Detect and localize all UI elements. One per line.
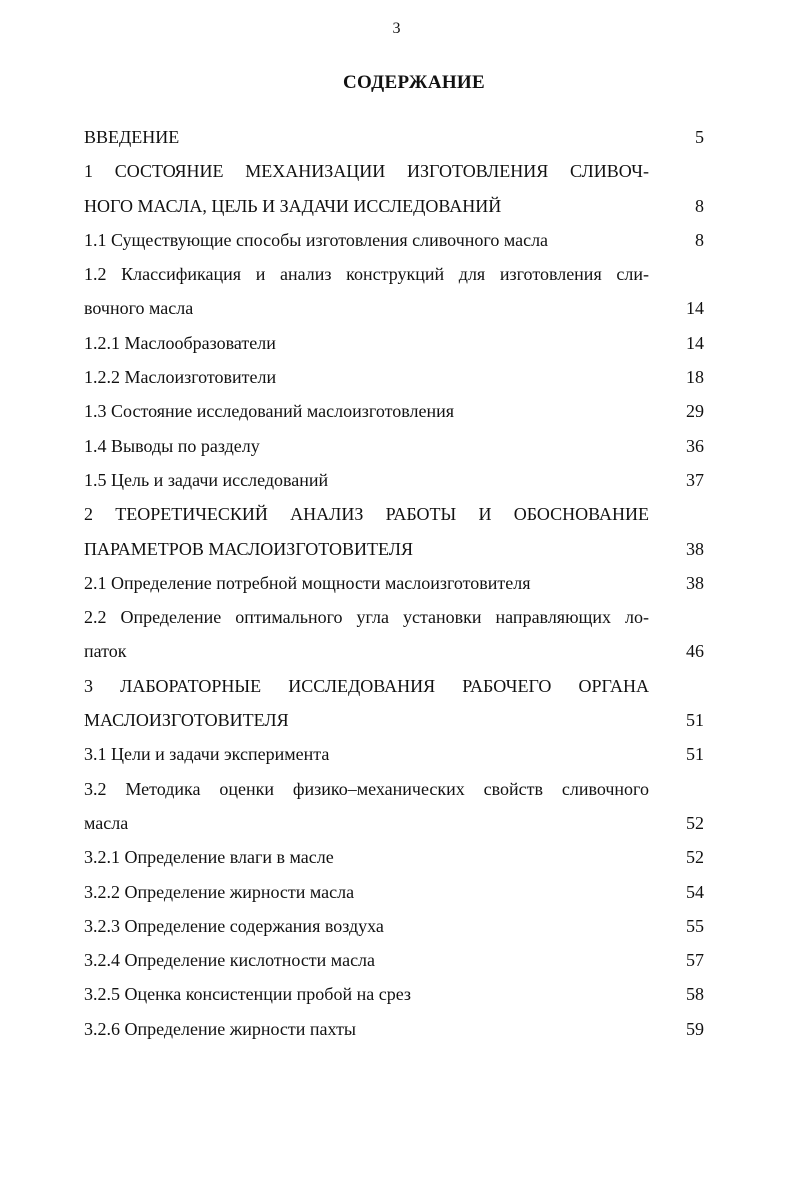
toc-entry — [84, 875, 704, 909]
toc-entry — [84, 154, 704, 188]
toc-entry — [84, 943, 704, 977]
toc-entry-page: 5 — [695, 127, 704, 147]
toc-entry — [84, 120, 704, 154]
toc-entry-text: 2 ТЕОРЕТИЧЕСКИЙ АНАЛИЗ РАБОТЫ И ОБОСНОВАНИЕ — [84, 504, 649, 525]
toc-entry — [84, 634, 704, 668]
toc-entry-text: 1.2.1 Маслообразователи — [84, 332, 276, 353]
toc-entry-text: 1.5 Цель и задачи исследований — [84, 469, 329, 490]
toc-entry — [84, 291, 704, 325]
toc-entry-text: 3.1 Цели и задачи эксперимента — [84, 744, 330, 765]
toc-entry-text: МАСЛОИЗГОТОВИТЕЛЯ — [84, 710, 289, 731]
toc-entry — [84, 429, 704, 463]
toc-entry — [84, 566, 704, 600]
toc-entry — [84, 737, 704, 771]
toc-entry-text: НОГО МАСЛА, ЦЕЛЬ И ЗАДАЧИ ИССЛЕДОВАНИЙ — [84, 195, 502, 216]
toc-entry-page: 51 — [686, 710, 704, 731]
toc-entry — [84, 394, 704, 428]
toc-entry-page: 52 — [686, 812, 704, 833]
toc-entry — [84, 463, 704, 497]
toc-entry-page: 29 — [686, 401, 704, 422]
toc-entry-text: 1 СОСТОЯНИЕ МЕХАНИЗАЦИИ ИЗГОТОВЛЕНИЯ СЛИВОЧ- — [84, 161, 649, 182]
toc-entry-text: 1.2.2 Маслоизготовители — [84, 367, 277, 388]
toc-entry — [84, 223, 704, 257]
toc-entry-page: 52 — [686, 847, 704, 868]
toc-entry-text: 1.2 Классификация и анализ конструкций для изготовления сли- — [84, 264, 649, 285]
toc-entry-page: 8 — [695, 195, 704, 216]
toc-entry-text: 3.2 Методика оценки физико–механических свойств сливочного — [84, 778, 649, 799]
toc-entry — [84, 1012, 704, 1046]
toc-entry — [84, 772, 704, 806]
toc-entry-text: 1.3 Состояние исследований маслоизготовления — [84, 401, 454, 422]
page-number: 3 — [392, 20, 401, 37]
toc-entry-text: 3.2.4 Определение кислотности масла — [84, 950, 376, 971]
toc-entry — [84, 669, 704, 703]
toc-entry-text: 2.1 Определение потребной мощности маслоизготовителя — [84, 572, 531, 593]
toc-entry — [84, 360, 704, 394]
toc-entry — [84, 189, 704, 223]
table-of-contents — [84, 120, 704, 1046]
toc-entry-text: 3.2.5 Оценка консистенции пробой на срез — [84, 984, 412, 1005]
toc-entry-page: 38 — [686, 572, 704, 593]
toc-entry-text: 2.2 Определение оптимального угла установки направляющих ло- — [84, 607, 649, 628]
toc-entry-page: 59 — [686, 1018, 704, 1039]
toc-entry-page: 37 — [686, 469, 704, 490]
toc-entry-page: 14 — [686, 298, 704, 319]
toc-entry — [84, 532, 704, 566]
toc-entry-page: 36 — [686, 435, 704, 456]
toc-entry — [84, 600, 704, 634]
toc-entry — [84, 497, 704, 531]
toc-entry — [84, 840, 704, 874]
toc-entry-text: ПАРАМЕТРОВ МАСЛОИЗГОТОВИТЕЛЯ — [84, 538, 414, 559]
toc-entry-text: 3.2.6 Определение жирности пахты — [84, 1018, 357, 1039]
toc-entry-text: 1.4 Выводы по разделу — [84, 435, 260, 456]
toc-entry-page: 46 — [686, 641, 704, 662]
toc-entry — [84, 703, 704, 737]
toc-entry-text: 3.2.3 Определение содержания воздуха — [84, 915, 384, 936]
toc-entry-text: 3.2.2 Определение жирности масла — [84, 881, 355, 902]
toc-entry-page: 57 — [686, 950, 704, 971]
toc-entry — [84, 977, 704, 1011]
toc-entry-page: 55 — [686, 915, 704, 936]
toc-entry-page: 58 — [686, 984, 704, 1005]
toc-entry — [84, 909, 704, 943]
toc-entry-text: ВВЕДЕНИЕ — [84, 127, 180, 147]
toc-entry-page: 8 — [695, 229, 704, 250]
toc-entry — [84, 326, 704, 360]
page-title: СОДЕРЖАНИЕ — [343, 72, 485, 93]
toc-entry-page: 51 — [686, 744, 704, 765]
toc-entry-text: 1.1 Существующие способы изготовления сливочного масла — [84, 229, 549, 250]
toc-entry-text: 3 ЛАБОРАТОРНЫЕ ИССЛЕДОВАНИЯ РАБОЧЕГО ОРГАНА — [84, 675, 649, 696]
toc-entry-page: 18 — [686, 367, 704, 388]
toc-entry-text: масла — [84, 812, 129, 833]
toc-entry-page: 14 — [686, 332, 704, 353]
toc-entry-page: 38 — [686, 538, 704, 559]
toc-entry-page: 54 — [686, 881, 704, 902]
toc-entry — [84, 257, 704, 291]
toc-entry-text: 3.2.1 Определение влаги в масле — [84, 847, 334, 868]
toc-entry-text: вочного масла — [84, 298, 194, 319]
toc-entry — [84, 806, 704, 840]
toc-entry-text: паток — [84, 641, 127, 662]
